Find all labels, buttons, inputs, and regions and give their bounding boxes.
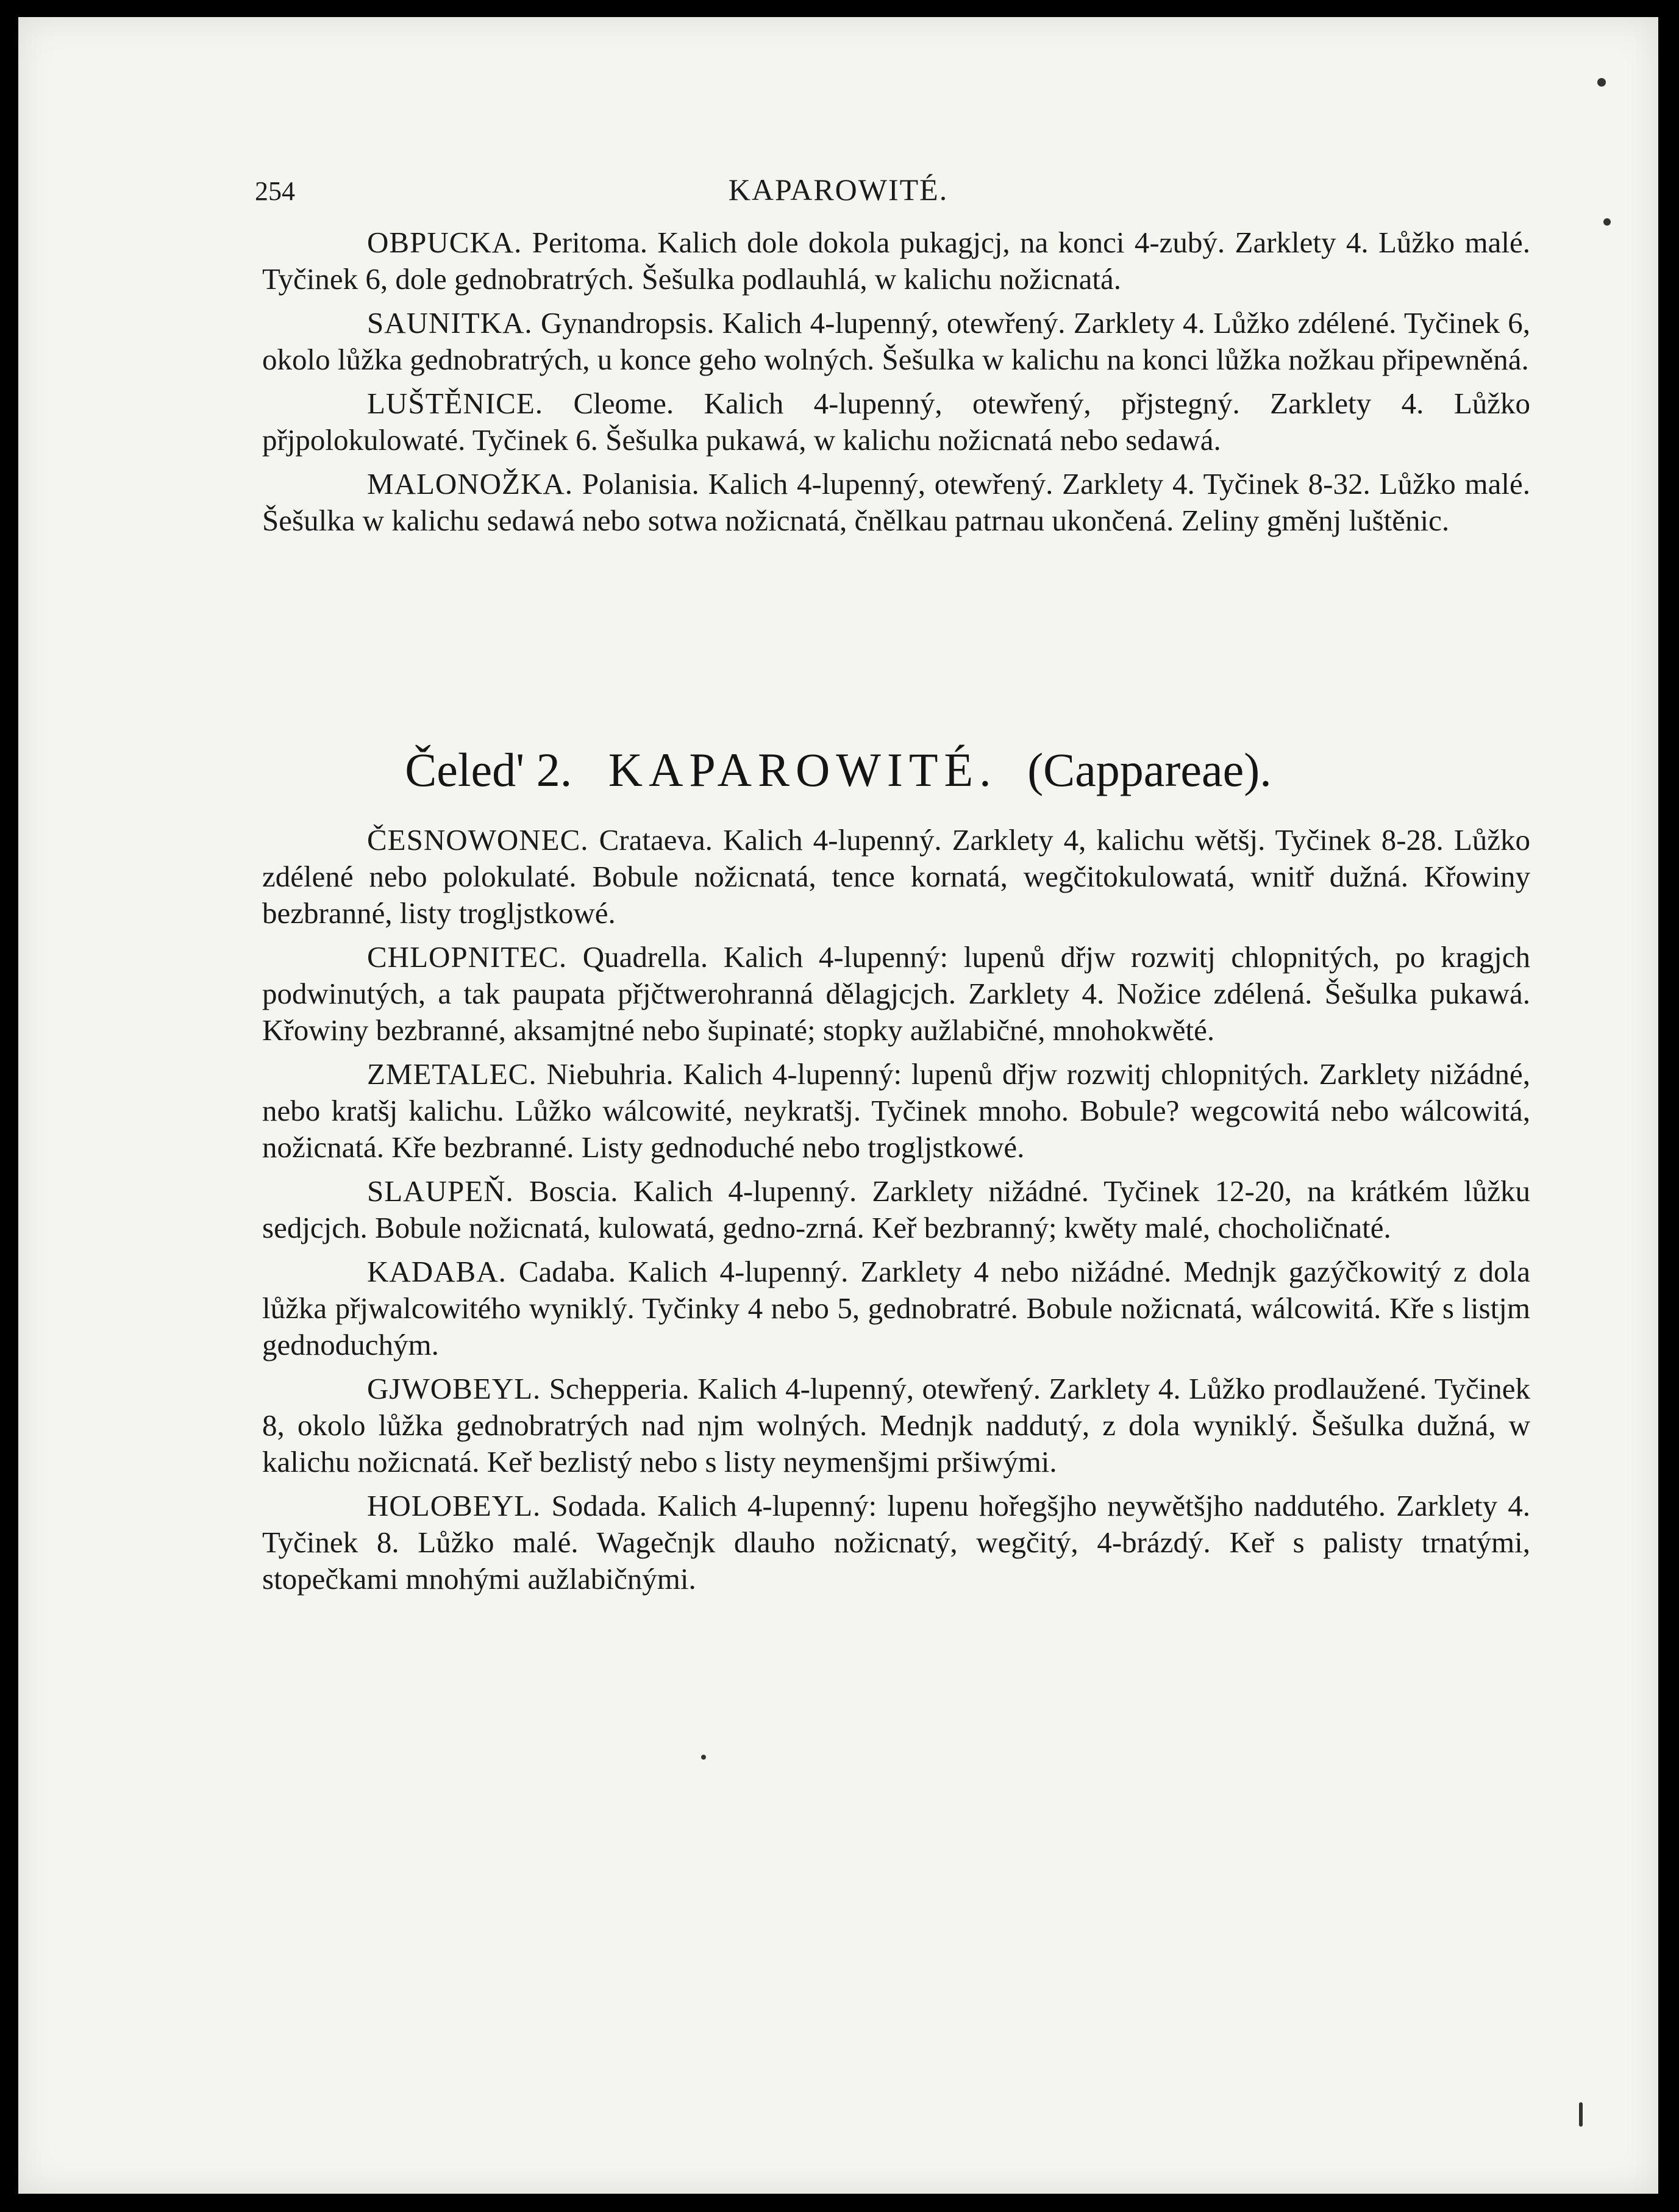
scan-speck (701, 1755, 706, 1760)
genus-description: Polanisia. Kalich 4-lupenný, otewřený. Zarklety 4. Tyčinek 8-32. Lůžko malé. Šešulka w kalichu sedawá nebo sotwa nožicnatá, čnělkau patrnau ukončená. Zeliny gměnj luštěnic. (262, 467, 1531, 537)
chapter-number: Čeled' 2. (405, 743, 572, 796)
chapter-family-name: KAPAROWITÉ. (608, 743, 997, 796)
genus-description: Quadrella. Kalich 4-lupenný: lupenů dřjw rozwitj chlopnitých, po kragjch podwinutých, a tak paupata přjčtwerohranná dělagjcjch. Zarklety 4. Nožice zdélená. Šešulka pukawá. Křowiny bezbranné, aksamjtné nebo šupinaté; stopky aužlabičné, mnohokwěté. (262, 940, 1530, 1047)
book-page (18, 17, 1658, 2194)
page-number: 254 (255, 176, 295, 206)
chapter-latin-name: (Cappareae). (1027, 743, 1272, 796)
scan-speck (1597, 78, 1606, 87)
genus-name: ZMETALEC. (367, 1057, 537, 1091)
genus-entry (262, 1254, 1530, 1363)
genus-name: MALONOŽKA. (367, 467, 573, 501)
genus-name: CHLOPNITEC. (367, 940, 568, 974)
genus-description: Gynandropsis. Kalich 4-lupenný, otewřený. Zarklety 4. Lůžko zdélené. Tyčinek 6, okolo lůžka gednobratrých, u konce geho wolných. Šešulka w kalichu na konci lůžka nožkau připewněná. (262, 306, 1531, 376)
genus-entry (262, 1488, 1530, 1597)
genus-name: SLAUPEŇ. (367, 1174, 514, 1208)
genus-entry (262, 822, 1530, 932)
genus-name: OBPUCKA. (367, 226, 522, 259)
genus-name: HOLOBEYL. (367, 1489, 541, 1522)
genus-description: Boscia. Kalich 4-lupenný. Zarklety nižádné. Tyčinek 12-20, na krátkém lůžku sedjcjch. Bobule nožicnatá, kulowatá, gedno-zrná. Keř bezbranný; kwěty malé, chocholičnaté. (262, 1174, 1530, 1244)
scan-speck (1579, 2102, 1583, 2127)
genus-name: ČESNOWONEC. (367, 823, 589, 857)
genus-entry (262, 1173, 1530, 1246)
genus-name: KADABA. (367, 1255, 507, 1288)
scan-speck (1603, 218, 1611, 226)
genus-entry (262, 939, 1530, 1049)
genus-entry (262, 385, 1530, 458)
genus-entry (262, 466, 1530, 539)
genus-entry (262, 1371, 1530, 1480)
genus-entry (262, 1056, 1530, 1166)
genus-entry (262, 305, 1530, 378)
genus-description: Cadaba. Kalich 4-lupenný. Zarklety 4 nebo nižádné. Mednjk gazýčkowitý z dola lůžka přjwalcowitého wyniklý. Tyčinky 4 nebo 5, gednobratré. Bobule nožicnatá, wálcowitá. Kře s listjm gednoduchým. (262, 1255, 1531, 1361)
chapter-heading (18, 743, 1658, 797)
genus-name: SAUNITKA. (367, 306, 533, 340)
genus-description: Sodada. Kalich 4-lupenný: lupenu hořegšjho neywětšjho naddutého. Zarklety 4. Tyčinek 8. Lůžko malé. Wagečnjk dlauho nožicnatý, wegčitý, 4-brázdý. Keř s palisty trnatými, stopečkami mnohými aužlabičnými. (262, 1489, 1531, 1596)
genus-description: Niebuhria. Kalich 4-lupenný: lupenů dřjw rozwitj chlopnitých. Zarklety nižádné, nebo kratšj kalichu. Lůžko wálcowité, neykratšj. Tyčinek mnoho. Bobule? wegcowitá nebo wálcowitá, nožicnatá. Kře bezbranné. Listy gednoduché nebo trogljstkowé. (262, 1057, 1530, 1164)
genus-description: Peritoma. Kalich dole dokola pukagjcj, na konci 4-zubý. Zarklety 4. Lůžko malé. Tyčinek 6, dole gednobratrých. Šešulka podlauhlá, w kalichu nožicnatá. (262, 226, 1530, 296)
genus-name: LUŠTĚNICE. (367, 387, 543, 420)
genus-entry (262, 224, 1530, 298)
entries-top (262, 224, 1530, 546)
genus-description: Schepperia. Kalich 4-lupenný, otewřený. Zarklety 4. Lůžko prodlaužené. Tyčinek 8, okolo lůžka gednobratrých nad njm wolných. Mednjk naddutý, z dola wyniklý. Šešulka dužná, w kalichu nožicnatá. Keř bezlistý nebo s listy neymenšjmi pršiwými. (262, 1372, 1530, 1479)
genus-description: Crataeva. Kalich 4-lupenný. Zarklety 4, kalichu wětšj. Tyčinek 8-28. Lůžko zdélené nebo polokulaté. Bobule nožicnatá, tence kornatá, wegčitokulowatá, wnitř dužná. Křowiny bezbranné, listy trogljstkowé. (262, 823, 1530, 930)
genus-name: GJWOBEYL. (367, 1372, 541, 1405)
running-head: KAPAROWITÉ. (728, 173, 949, 207)
entries-bottom (262, 822, 1530, 1605)
genus-description: Cleome. Kalich 4-lupenný, otewřený, přjstegný. Zarklety 4. Lůžko přjpolokulowaté. Tyčinek 6. Šešulka pukawá, w kalichu nožicnatá nebo sedawá. (262, 387, 1530, 457)
